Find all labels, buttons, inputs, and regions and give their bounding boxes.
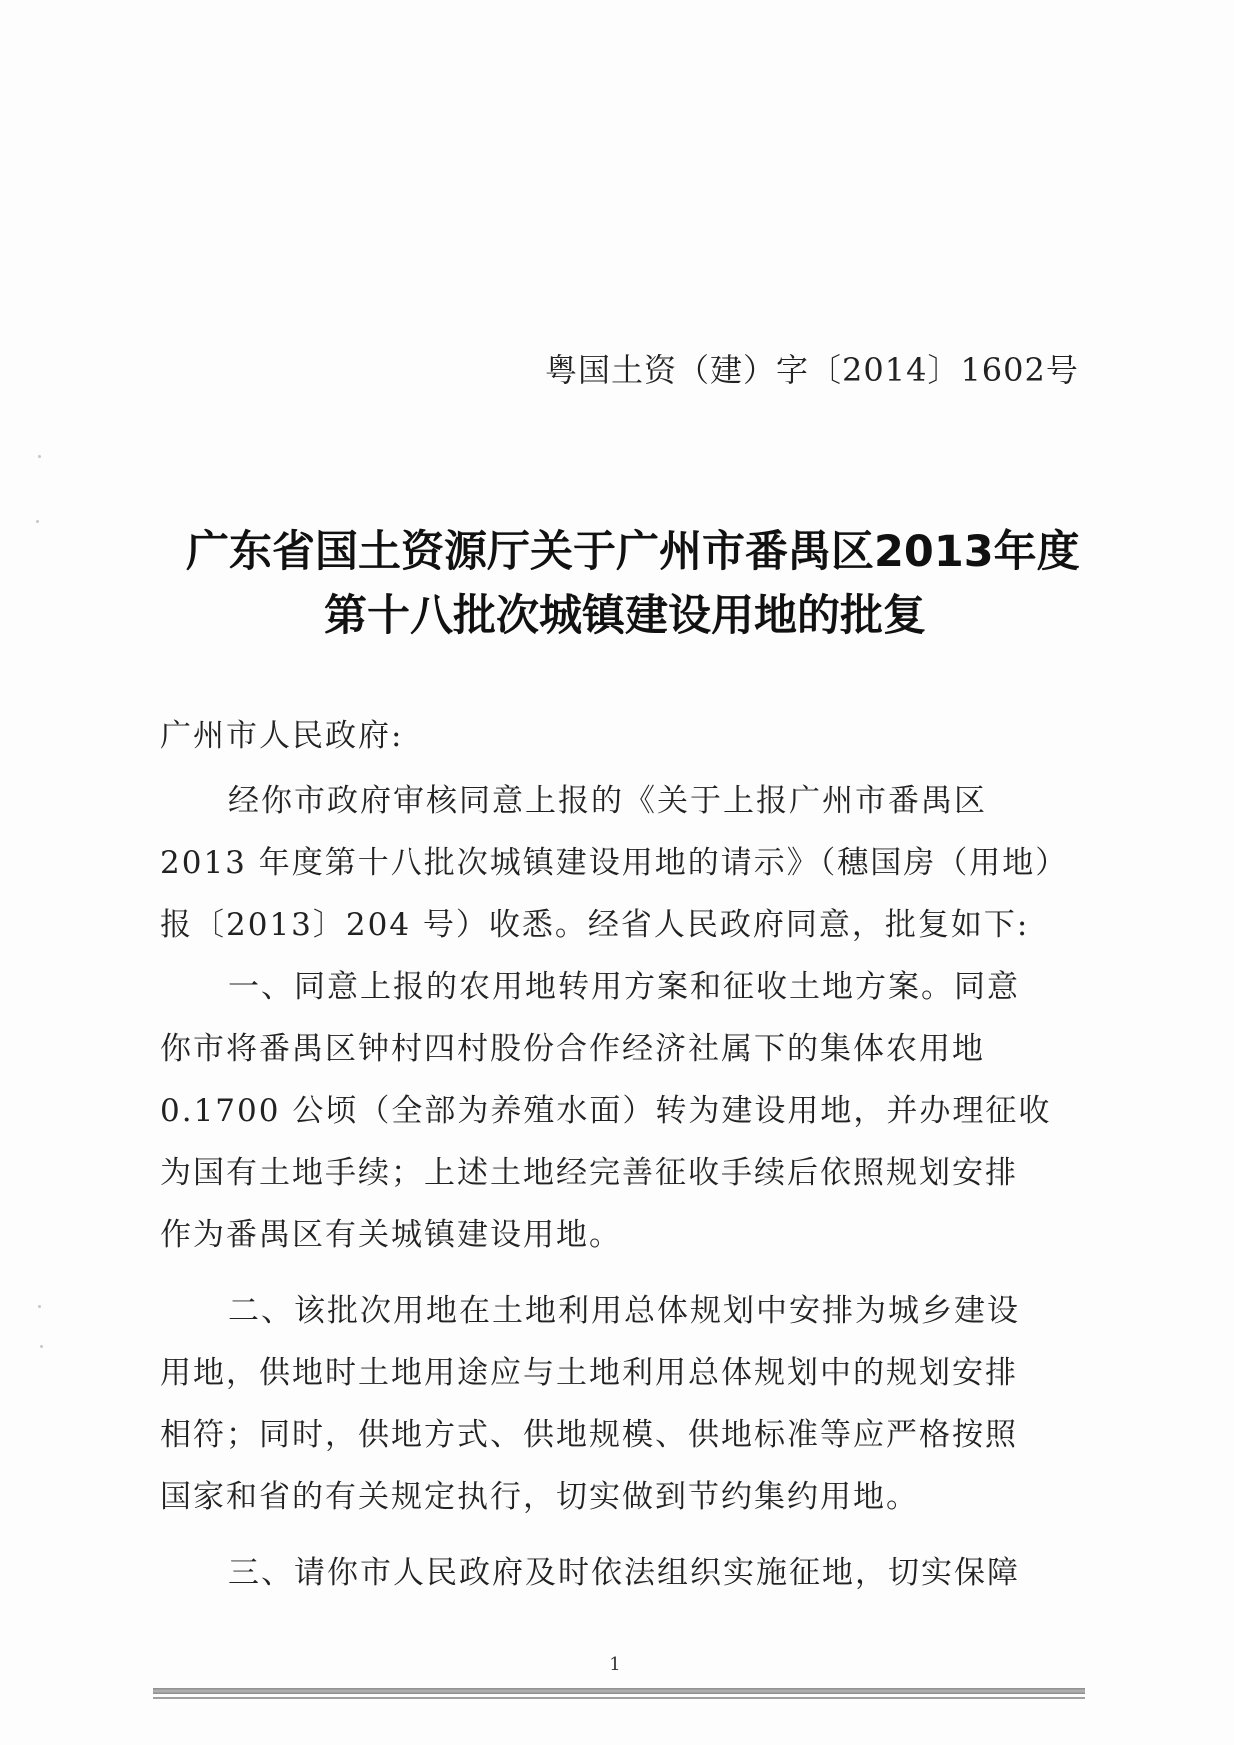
page-number: 1 bbox=[609, 1654, 621, 1675]
body-line: 国家和省的有关规定执行，切实做到节约集约用地。 bbox=[160, 1479, 919, 1515]
body-line: 三、请你市人民政府及时依法组织实施征地，切实保障 bbox=[228, 1555, 1020, 1591]
title-line-1: 广东省国土资源厅关于广州市番禺区2013年度 bbox=[186, 527, 1080, 577]
body-line: 用地，供地时土地用途应与土地利用总体规划中的规划安排 bbox=[160, 1355, 1018, 1391]
scan-speck bbox=[36, 520, 39, 523]
footer-rule bbox=[153, 1688, 1085, 1694]
body-line: 相符；同时，供地方式、供地规模、供地标准等应严格按照 bbox=[160, 1417, 1018, 1453]
body-line: 0.1700 公顷（全部为养殖水面）转为建设用地，并办理征收 bbox=[160, 1093, 1052, 1129]
body-line: 一、同意上报的农用地转用方案和征收土地方案。同意 bbox=[228, 969, 1020, 1005]
body-line: 你市将番禺区钟村四村股份合作经济社属下的集体农用地 bbox=[160, 1031, 985, 1067]
scan-speck bbox=[38, 1305, 41, 1308]
scan-speck bbox=[38, 455, 41, 458]
document-body bbox=[160, 781, 1080, 1615]
document-number: 粤国土资（建）字〔2014〕1602号 bbox=[545, 351, 1079, 389]
body-line: 作为番禺区有关城镇建设用地。 bbox=[160, 1217, 622, 1253]
body-line: 为国有土地手续；上述土地经完善征收手续后依照规划安排 bbox=[160, 1155, 1018, 1191]
scan-speck bbox=[40, 1345, 43, 1348]
body-line: 二、该批次用地在土地利用总体规划中安排为城乡建设 bbox=[228, 1293, 1020, 1329]
footer-rule-thin bbox=[153, 1697, 1085, 1699]
title-line-2: 第十八批次城镇建设用地的批复 bbox=[324, 591, 926, 641]
body-line: 经你市政府审核同意上报的《关于上报广州市番禺区 bbox=[228, 783, 987, 819]
body-line: 报〔2013〕204 号）收悉。经省人民政府同意，批复如下: bbox=[160, 907, 1030, 943]
salutation: 广州市人民政府: bbox=[160, 718, 404, 754]
body-line: 2013 年度第十八批次城镇建设用地的请示》（穗国房（用地） bbox=[160, 845, 1069, 881]
